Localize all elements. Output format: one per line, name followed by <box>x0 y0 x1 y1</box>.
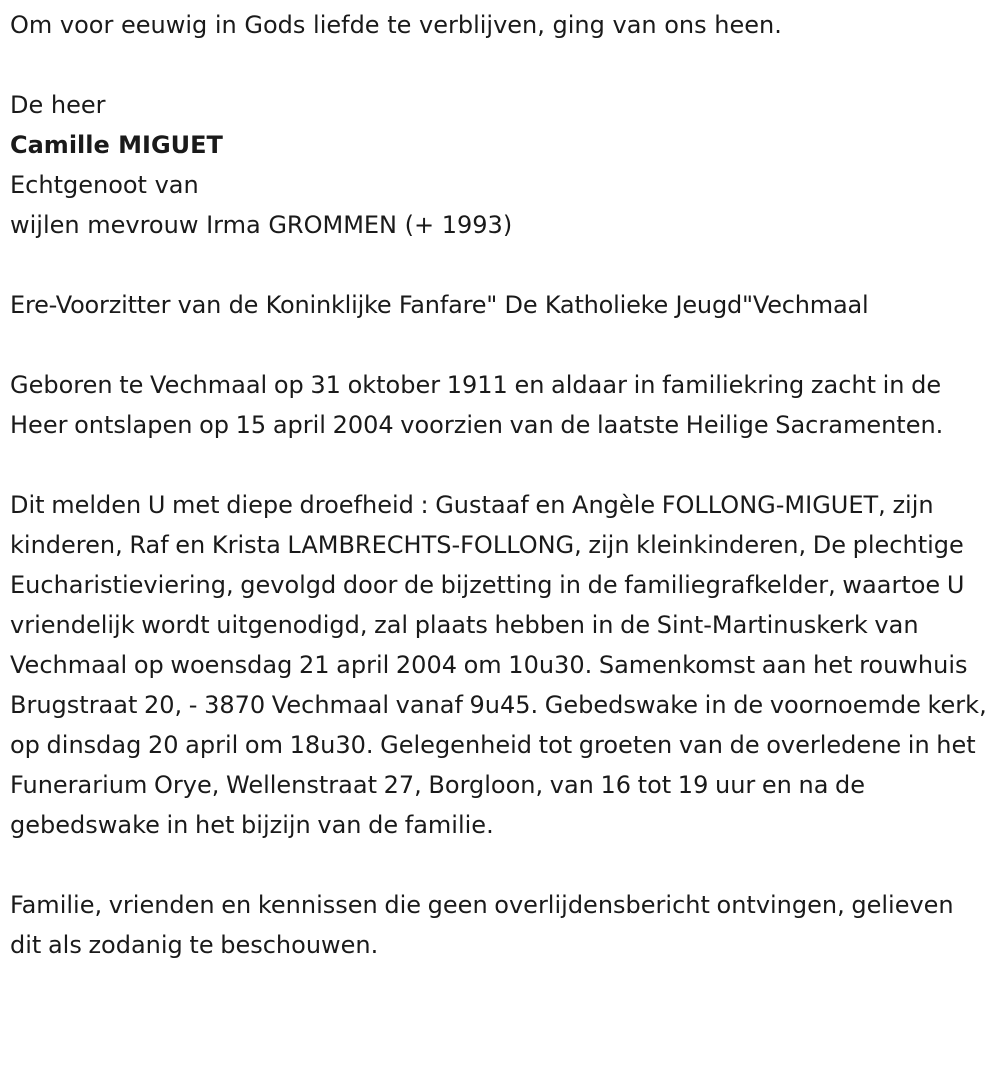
birth-death-paragraph: Geboren te Vechmaal op 31 oktober 1911 en aldaar in familiekring zacht in de Heer ontslapen op 15 april 2004 voorzien van de laatste Heilige Sacramenten. <box>10 371 944 439</box>
announcement-paragraph: Dit melden U met diepe droefheid : Gustaaf en Angèle FOLLONG-MIGUET, zijn kinderen, Raf en Krista LAMBRECHTS-FOLLONG, zijn kleinkinderen, De plechtige Eucharistieviering, gevolgd door de bijzetting in de familiegrafkelder, waartoe U vriendelijk wordt uitgenodigd, zal plaats hebben in de Sint-Martinuskerk van Vechmaal op woensdag 21 april 2004 om 10u30. Samenkomst aan het rouwhuis Brugstraat 20, - 3870 Vechmaal vanaf 9u45. Gebedswake in de voornoemde kerk, op dinsdag 20 april om 18u30. Gelegenheid tot groeten van de overledene in het Funerarium Orye, Wellenstraat 27, Borgloon, van 16 tot 19 uur en na de gebedswake in het bijzijn van de familie. <box>10 491 987 839</box>
closing-paragraph: Familie, vrienden en kennissen die geen overlijdensbericht ontvingen, gelieven dit als zodanig te beschouwen. <box>10 891 954 959</box>
spacer <box>10 45 990 85</box>
spacer <box>10 245 990 285</box>
intro-text: Om voor eeuwig in Gods liefde te verblijven, ging van ons heen. <box>10 11 782 39</box>
spacer <box>10 325 990 365</box>
honorary-title: Ere-Voorzitter van de Koninklijke Fanfare" De Katholieke Jeugd"Vechmaal <box>10 291 869 319</box>
spouse-text: wijlen mevrouw Irma GROMMEN (+ 1993) <box>10 211 513 239</box>
spacer <box>10 845 990 885</box>
spacer <box>10 445 990 485</box>
salutation: De heer <box>10 91 106 119</box>
relation-text: Echtgenoot van <box>10 171 199 199</box>
deceased-name: Camille MIGUET <box>10 131 223 159</box>
